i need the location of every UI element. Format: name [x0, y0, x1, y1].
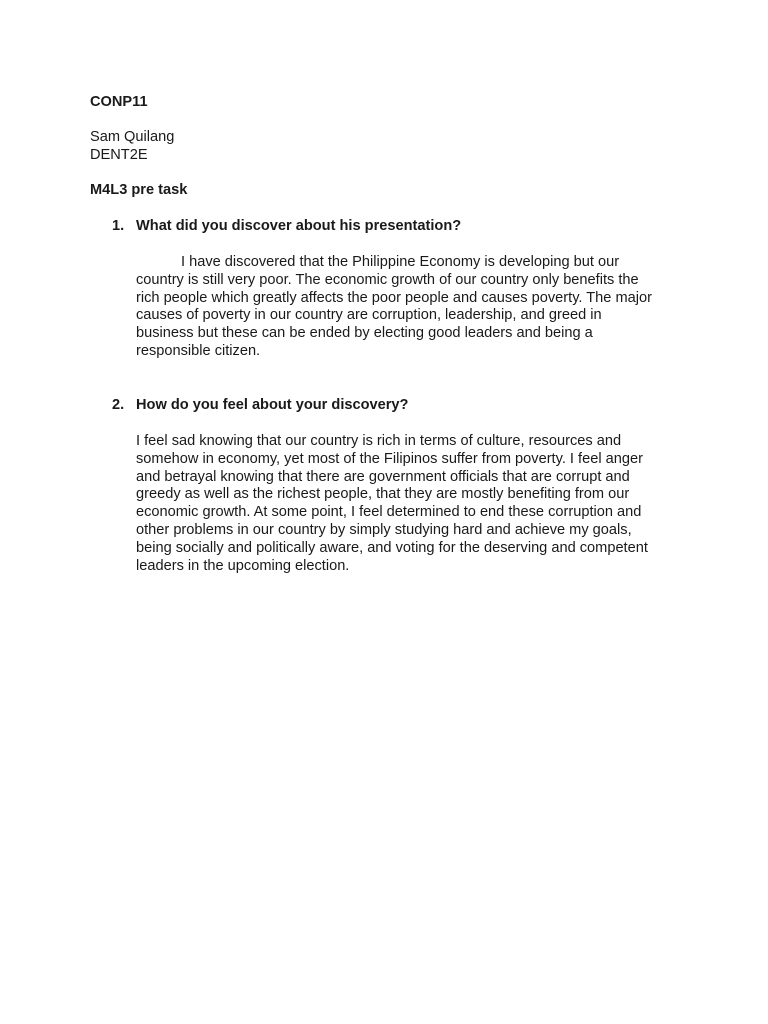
answer-line: economic growth. At some point, I feel determined to end these corruption and [136, 504, 642, 521]
question-text: What did you discover about his presentation? [136, 218, 462, 234]
answer-line: being socially and politically aware, and voting for the deserving and competent [136, 539, 648, 556]
section-code: DENT2E [90, 147, 148, 163]
answer-line: country is still very poor. The economic growth of our country only benefits the [136, 271, 639, 288]
answer-line: and betrayal knowing that there are government officials that are corrupt and [136, 468, 630, 485]
question-number: 1. [112, 218, 125, 234]
answer-2 [136, 433, 681, 575]
question-text: How do you feel about your discovery? [136, 397, 409, 413]
student-name: Sam Quilang [90, 129, 175, 145]
answer-line: I feel sad knowing that our country is rich in terms of culture, resources and [136, 433, 622, 449]
answer-line: responsible citizen. [136, 342, 261, 359]
question-number: 2. [112, 397, 125, 413]
answer-1 [136, 254, 681, 361]
answer-line: causes of poverty in our country are corruption, leadership, and greed in [136, 307, 602, 324]
answer-line: rich people which greatly affects the poor people and causes poverty. The major [136, 289, 652, 306]
answer-line: leaders in the upcoming election. [136, 557, 350, 574]
answer-line: greedy as well as the richest people, that they are mostly benefiting from our [136, 486, 630, 503]
answer-line: other problems in our country by simply studying hard and achieve my goals, [136, 521, 632, 538]
question-2 [112, 397, 408, 415]
answer-line: business but these can be ended by electing good leaders and being a [136, 325, 593, 342]
task-title: M4L3 pre task [90, 182, 188, 198]
answer-line: I have discovered that the Philippine Economy is developing but our [181, 254, 620, 270]
course-code: CONP11 [90, 94, 148, 110]
answer-line: somehow in economy, yet most of the Filipinos suffer from poverty. I feel anger [136, 450, 643, 467]
question-1 [112, 218, 461, 236]
